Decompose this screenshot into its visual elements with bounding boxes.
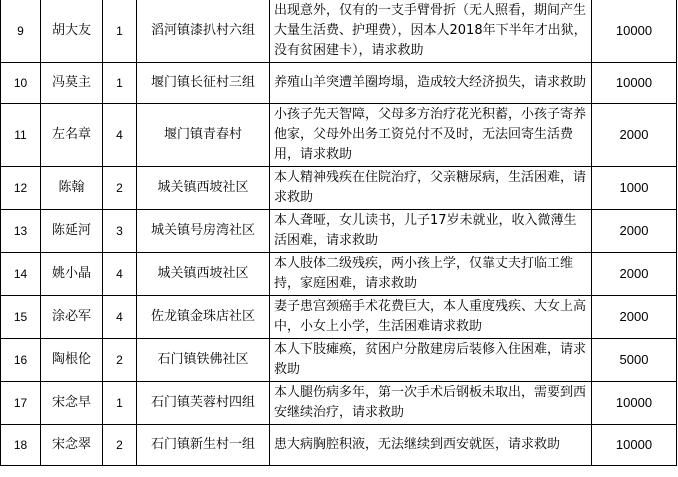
name-cell: 左名章 — [41, 104, 103, 167]
table-row — [1, 167, 677, 210]
address-cell: 城关镇西坡社区 — [137, 253, 270, 296]
name-cell: 胡大友 — [41, 0, 103, 63]
row-number-cell: 17 — [1, 382, 41, 425]
household-size-cell: 2 — [103, 339, 137, 382]
household-size-cell: 1 — [103, 63, 137, 104]
table-row — [1, 296, 677, 339]
address-cell: 城关镇西坡社区 — [137, 167, 270, 210]
address-cell: 堰门镇青春村 — [137, 104, 270, 167]
table-row — [1, 253, 677, 296]
address-cell: 石门镇芙蓉村四组 — [137, 382, 270, 425]
household-size-cell: 1 — [103, 382, 137, 425]
row-number-cell: 9 — [1, 0, 41, 63]
amount-cell: 10000 — [592, 0, 677, 63]
table-row — [1, 425, 677, 466]
table-row — [1, 382, 677, 425]
reason-cell: 小孩子先天智障，父母多方治疗花光积蓄，小孩子寄养他家，父母外出务工资兑付不及时，无法回寄生活费用，请求救助 — [270, 104, 592, 167]
row-number-cell: 15 — [1, 296, 41, 339]
amount-cell: 5000 — [592, 339, 677, 382]
table-row — [1, 104, 677, 167]
row-number-cell: 12 — [1, 167, 41, 210]
reason-cell: 本人下肢瘫痪，贫困户分散建房后装修入住困难，请求救助 — [270, 339, 592, 382]
row-number-cell: 18 — [1, 425, 41, 466]
amount-cell: 2000 — [592, 210, 677, 253]
name-cell: 涂必军 — [41, 296, 103, 339]
name-cell: 陈翰 — [41, 167, 103, 210]
table-body — [1, 0, 677, 466]
name-cell: 陈延河 — [41, 210, 103, 253]
household-size-cell: 2 — [103, 167, 137, 210]
reason-cell: 本人腿伤病多年，第一次手术后钢板未取出，需要到西安继续治疗，请求救助 — [270, 382, 592, 425]
amount-cell: 10000 — [592, 382, 677, 425]
household-size-cell: 4 — [103, 296, 137, 339]
row-number-cell: 16 — [1, 339, 41, 382]
table-row — [1, 0, 677, 63]
amount-cell: 2000 — [592, 296, 677, 339]
household-size-cell: 3 — [103, 210, 137, 253]
amount-cell: 2000 — [592, 253, 677, 296]
household-size-cell: 1 — [103, 0, 137, 63]
row-number-cell: 13 — [1, 210, 41, 253]
name-cell: 陶根伦 — [41, 339, 103, 382]
reason-cell: 本人精神残疾在住院治疗，父亲糖尿病，生活困难，请求救助 — [270, 167, 592, 210]
reason-cell: 本人肢体二级残疾，两小孩上学，仅靠丈夫打临工维持，家庭困难，请求救助 — [270, 253, 592, 296]
name-cell: 冯莫主 — [41, 63, 103, 104]
household-size-cell: 4 — [103, 104, 137, 167]
name-cell: 宋念翠 — [41, 425, 103, 466]
address-cell: 滔河镇漆扒村六组 — [137, 0, 270, 63]
row-number-cell: 14 — [1, 253, 41, 296]
table-row — [1, 63, 677, 104]
reason-cell: 妻子患宫颈癌手术花费巨大，本人重度残疾、大女上高中，小女上小学，生活困难请求救助 — [270, 296, 592, 339]
address-cell: 堰门镇长征村三组 — [137, 63, 270, 104]
reason-cell: 本人聋哑，女儿读书，儿子17岁未就业，收入微薄生活困难，请求救助 — [270, 210, 592, 253]
address-cell: 石门镇铁佛社区 — [137, 339, 270, 382]
table-row — [1, 339, 677, 382]
address-cell: 石门镇新生村一组 — [137, 425, 270, 466]
household-size-cell: 2 — [103, 425, 137, 466]
name-cell: 宋念早 — [41, 382, 103, 425]
row-number-cell: 10 — [1, 63, 41, 104]
amount-cell: 2000 — [592, 104, 677, 167]
table-row — [1, 210, 677, 253]
row-number-cell: 11 — [1, 104, 41, 167]
amount-cell: 10000 — [592, 425, 677, 466]
reason-cell: 出现意外，仅有的一支手臂骨折（无人照看，期间产生大量生活费、护理费），因本人2018年下半年才出狱，没有贫困建卡），请求救助 — [270, 0, 592, 63]
amount-cell: 1000 — [592, 167, 677, 210]
address-cell: 佐龙镇金珠店社区 — [137, 296, 270, 339]
address-cell: 城关镇号房湾社区 — [137, 210, 270, 253]
reason-cell: 患大病胸腔积液，无法继续到西安就医，请求救助 — [270, 425, 592, 466]
reason-cell: 养殖山羊突遭羊圈垮塌，造成较大经济损失，请求救助 — [270, 63, 592, 104]
amount-cell: 10000 — [592, 63, 677, 104]
name-cell: 姚小晶 — [41, 253, 103, 296]
household-size-cell: 4 — [103, 253, 137, 296]
